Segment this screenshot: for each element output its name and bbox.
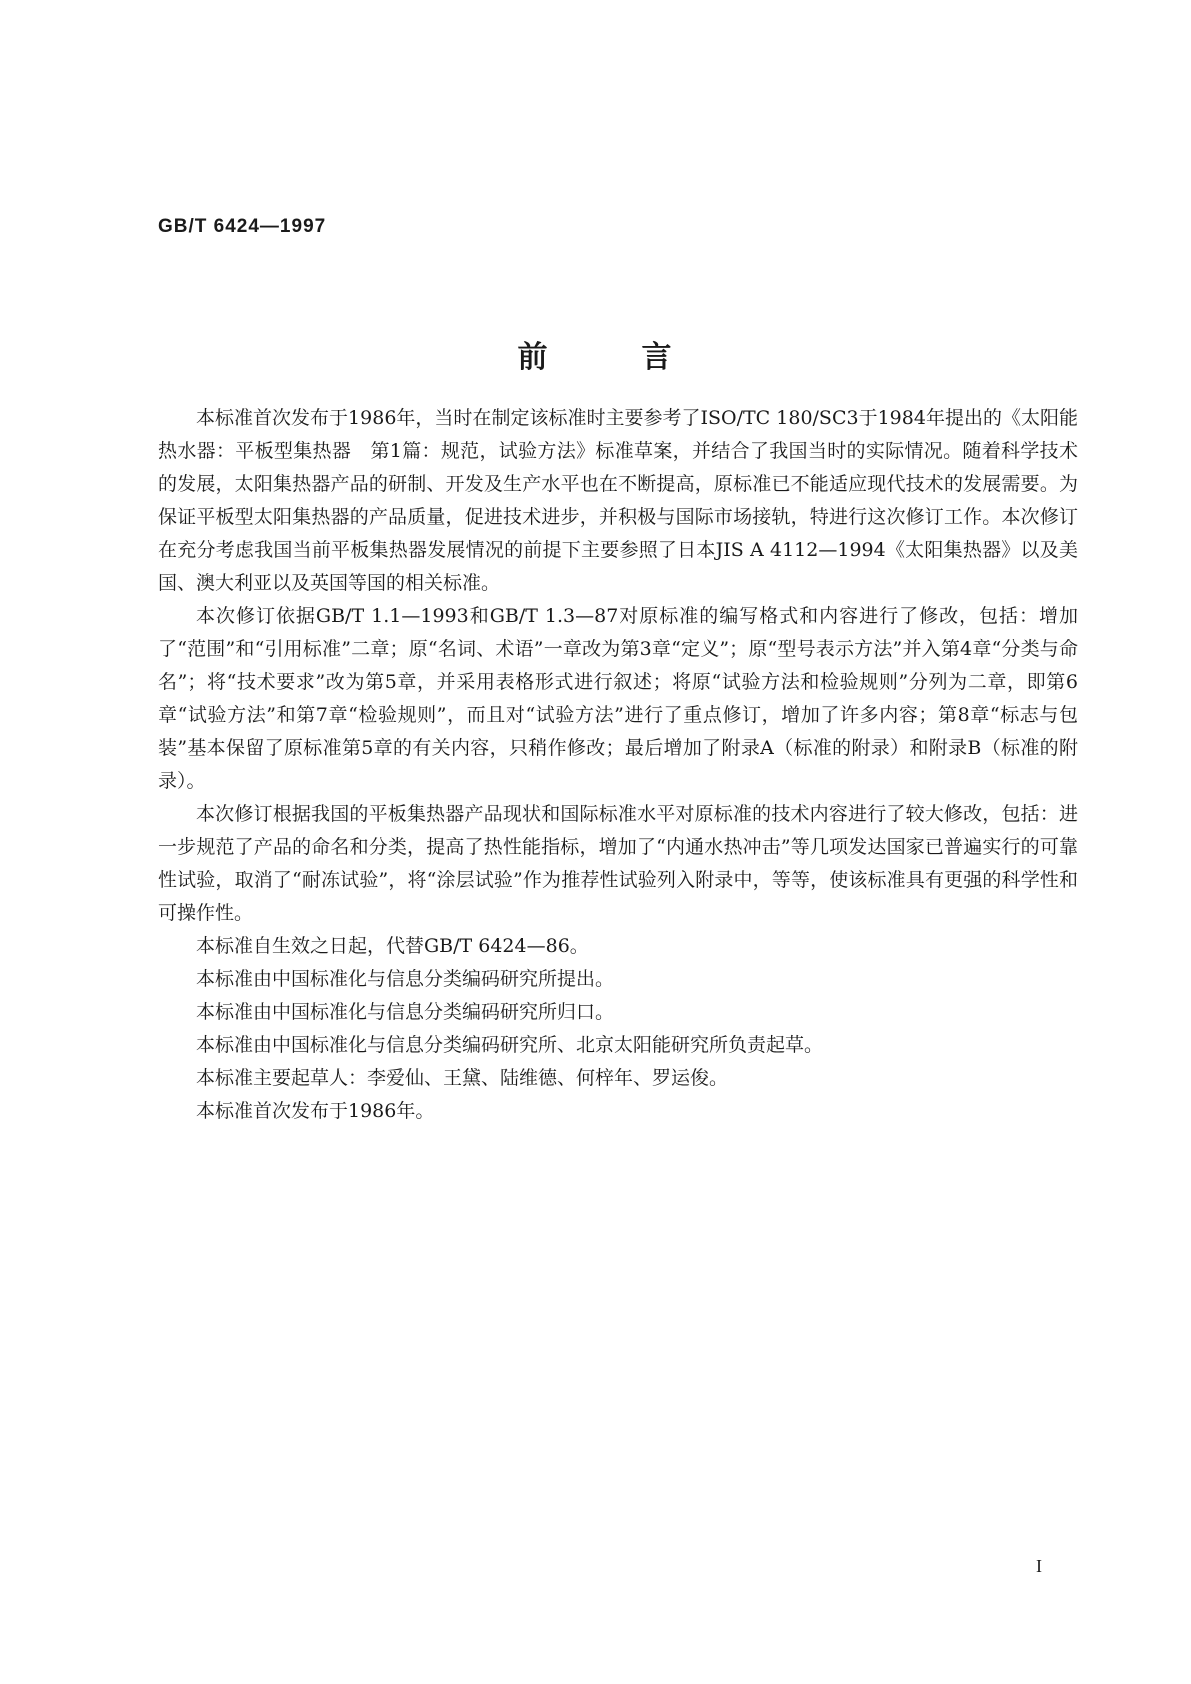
standard-code: GB/T 6424—1997 [158, 216, 327, 237]
paragraph-drafters: 本标准主要起草人：李爱仙、王黛、陆维德、何梓年、罗运俊。 [196, 1067, 729, 1089]
paragraph-technical-changes: 本次修订根据我国的平板集热器产品现状和国际标准水平对原标准的技术内容进行了较大修改，包括：进一步规范了产品的命名和分类，提高了热性能指标，增加了“内通水热冲击”等几项发达国家已普遍实行的可靠性试验，取消了“耐冻试验”，将“涂层试验”作为推荐性试验列入附录中，等等，使该标准具有更强的科学性和可操作性。 [158, 803, 1078, 924]
page-number: I [1036, 1556, 1042, 1576]
paragraph-format-changes: 本次修订依据GB/T 1.1—1993和GB/T 1.3—87对原标准的编写格式和内容进行了修改，包括：增加了“范围”和“引用标准”二章；原“名词、术语”一章改为第3章“定义”；原“型号表示方法”并入第4章“分类与命名”；将“技术要求”改为第5章，并采用表格形式进行叙述；将原“试验方法和检验规则”分列为二章，即第6章“试验方法”和第7章“检验规则”，而且对“试验方法”进行了重点修订，增加了许多内容；第8章“标志与包装”基本保留了原标准第5章的有关内容，只稍作修改；最后增加了附录A（标准的附录）和附录B（标准的附录）。 [158, 605, 1078, 792]
foreword-body [158, 402, 1078, 1128]
paragraph-history: 本标准首次发布于1986年，当时在制定该标准时主要参考了ISO/TC 180/SC3于1984年提出的《太阳能热水器：平板型集热器 第1篇：规范，试验方法》标准草案，并结合了我国当时的实际情况。随着科学技术的发展，太阳集热器产品的研制、开发及生产水平也在不断提高，原标准已不能适应现代技术的发展需要。为保证平板型太阳集热器的产品质量，促进技术进步，并积极与国际市场接轨，特进行这次修订工作。本次修订在充分考虑我国当前平板集热器发展情况的前提下主要参照了日本JIS A 4112—1994《太阳集热器》以及美国、澳大利亚以及英国等国的相关标准。 [158, 407, 1078, 594]
paragraph-under-jurisdiction: 本标准由中国标准化与信息分类编码研究所归口。 [196, 1001, 615, 1023]
paragraph-proposed-by: 本标准由中国标准化与信息分类编码研究所提出。 [196, 968, 615, 990]
title-char-1: 前 [517, 340, 550, 375]
page-title [0, 332, 1191, 376]
paragraph-first-issued: 本标准首次发布于1986年。 [196, 1100, 435, 1122]
paragraph-drafted-by: 本标准由中国标准化与信息分类编码研究所、北京太阳能研究所负责起草。 [196, 1034, 824, 1056]
paragraph-replaces: 本标准自生效之日起，代替GB/T 6424—86。 [196, 935, 589, 957]
title-char-2: 言 [641, 340, 674, 375]
